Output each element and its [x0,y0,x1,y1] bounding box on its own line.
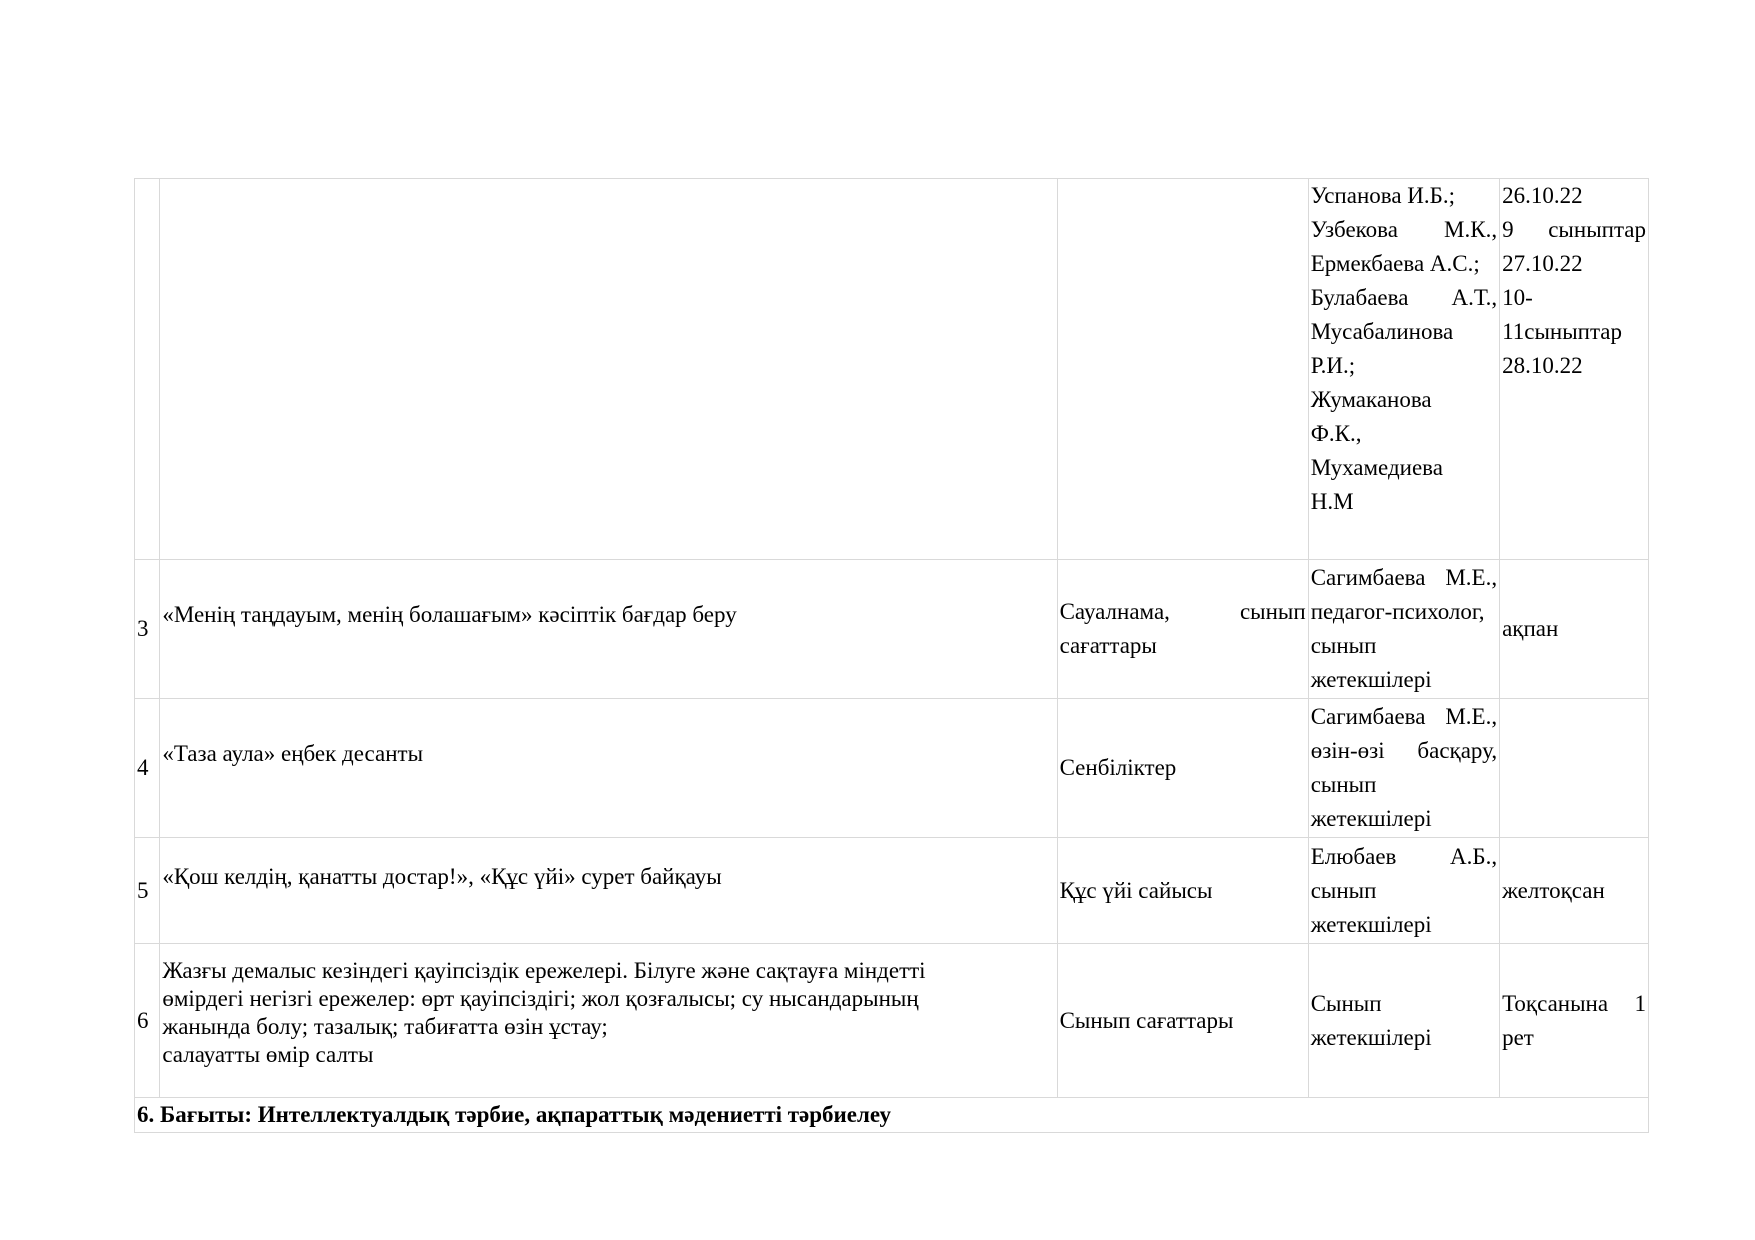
table-row [135,838,1649,944]
responsible-line: Мухамедиева [1310,455,1443,480]
responsible-line: Ф.К., [1310,421,1362,446]
cell-event [160,838,1057,944]
table-row-continued [135,179,1649,560]
cell-responsible: Сагимбаева М.Е., өзін-өзі басқару, сынып жетекшілері [1308,699,1499,838]
cell-form: Сауалнама, сынып сағаттары [1057,560,1308,699]
event-line: жанында болу; тазалық; табиғатта өзін ұстау; [162,1013,608,1039]
date-line: 10- [1502,285,1533,310]
table-row [135,560,1649,699]
cell-form: Құс үйі сайысы [1057,838,1308,944]
event-text: «Қош келдің, қанатты достар!», «Құс үйі» сурет байқауы [162,863,722,889]
date-line: 11сыныптар [1502,319,1623,344]
cell-form [1057,179,1308,560]
event-line: салауатты өмір салты [162,1041,374,1067]
date-line: 28.10.22 [1502,353,1583,378]
cell-num: 5 [135,838,160,944]
cell-date [1500,699,1649,838]
cell-date: Тоқсанына 1 рет [1500,944,1649,1098]
cell-form: Сенбіліктер [1057,699,1308,838]
date-line: 9 сыныптар [1502,217,1646,242]
cell-event [160,944,1057,1098]
cell-form: Сынып сағаттары [1057,944,1308,1098]
cell-date [1500,179,1649,560]
cell-date: ақпан [1500,560,1649,699]
event-line: өмірдегі негізгі ережелер: өрт қауіпсіздігі; жол қозғалысы; су нысандарының [162,985,919,1011]
responsible-line: Успанова И.Б.; [1310,183,1455,208]
responsible-line: Р.И.; [1310,353,1356,378]
cell-responsible [1308,179,1499,560]
plan-table [134,178,1649,1133]
responsible-line: Мусабалинова [1310,319,1454,344]
cell-event [160,560,1057,699]
cell-num [135,179,160,560]
responsible-line: Ермекбаева А.С.; [1310,251,1480,276]
event-line: Жазғы демалыс кезіндегі қауіпсіздік ережелері. Білуге және сақтауға міндетті [162,957,926,983]
table-row [135,699,1649,838]
section-row [135,1098,1649,1133]
cell-num: 4 [135,699,160,838]
responsible-line: Н.М [1310,489,1354,514]
date-line: 27.10.22 [1502,251,1583,276]
cell-date: желтоқсан [1500,838,1649,944]
cell-responsible: Елюбаев А.Б., сынып жетекшілері [1308,838,1499,944]
table-row [135,944,1649,1098]
responsible-line: Булабаева А.Т., [1310,285,1498,310]
event-text: «Таза аула» еңбек десанты [162,741,424,766]
section-title: 6. Бағыты: Интеллектуалдық тәрбие, ақпараттық мәдениетті тәрбиелеу [135,1098,1649,1133]
responsible-line: Узбекова М.К., [1310,217,1498,242]
cell-num: 6 [135,944,160,1098]
event-text [162,957,1054,1069]
cell-responsible: Сынып жетекшілері [1308,944,1499,1098]
cell-responsible: Сагимбаева М.Е., педагог-психолог, сынып жетекшілері [1308,560,1499,699]
date-line: 26.10.22 [1502,183,1583,208]
cell-event [160,179,1057,560]
cell-event [160,699,1057,838]
event-text: «Менің таңдауым, менің болашағым» кәсіптік бағдар беру [162,602,737,627]
responsible-line: Жумаканова [1310,387,1432,412]
cell-num: 3 [135,560,160,699]
